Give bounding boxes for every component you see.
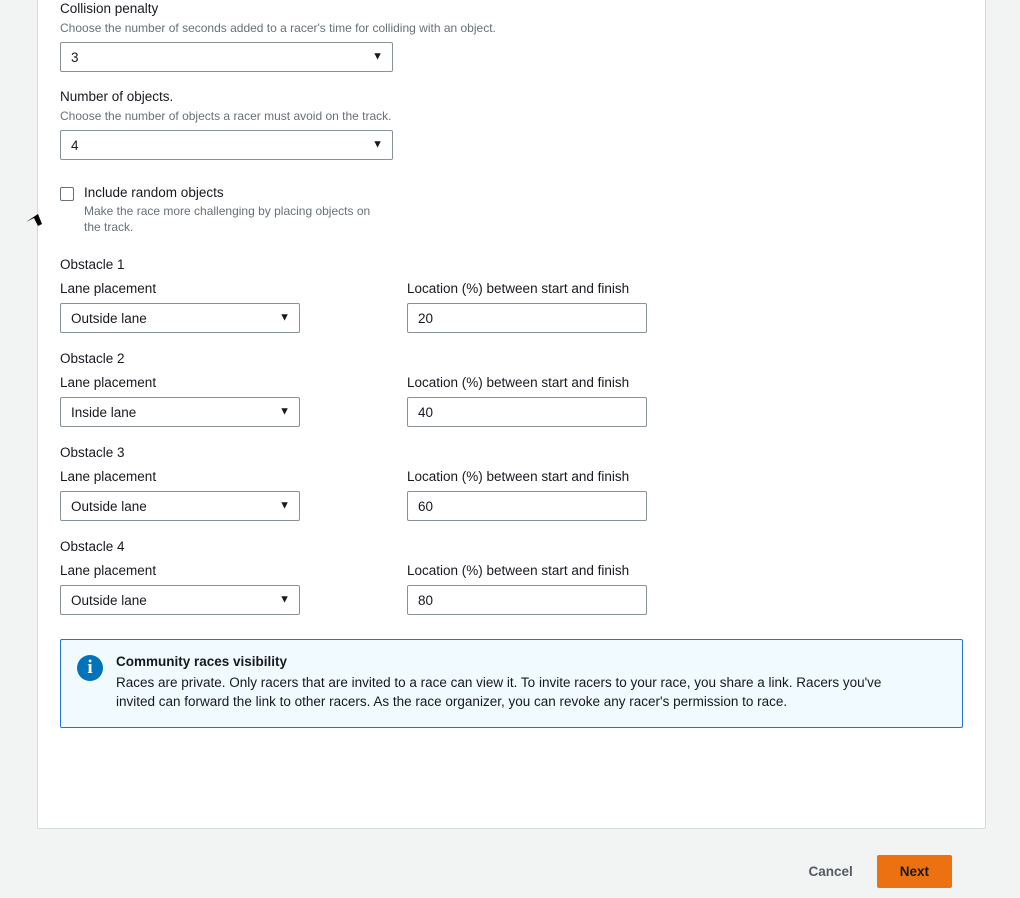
- alert-title: Community races visibility: [116, 654, 288, 669]
- obstacle-block: [60, 351, 963, 427]
- location-value: 60: [418, 498, 434, 514]
- obstacle-title: Obstacle 1: [60, 257, 125, 272]
- page-right-margin: [988, 0, 1020, 898]
- include-random-objects-label: Include random objects: [84, 185, 224, 200]
- lane-placement-select[interactable]: [60, 585, 300, 615]
- chevron-down-icon: ▼: [279, 405, 290, 418]
- race-settings-form: [60, 0, 963, 728]
- chevron-down-icon: ▼: [372, 50, 383, 63]
- location-label: Location (%) between start and finish: [407, 469, 630, 484]
- location-label: Location (%) between start and finish: [407, 281, 630, 296]
- include-random-objects-row[interactable]: [60, 184, 963, 235]
- lane-placement-label: Lane placement: [60, 563, 157, 578]
- number-of-objects-field: [60, 88, 963, 160]
- community-races-visibility-alert: [60, 639, 963, 728]
- cancel-button[interactable]: Cancel: [798, 856, 862, 887]
- include-random-objects-checkbox[interactable]: [60, 187, 74, 201]
- collision-penalty-label: Collision penalty: [60, 1, 159, 16]
- wizard-footer: [0, 845, 986, 898]
- obstacle-title: Obstacle 2: [60, 351, 125, 366]
- collision-penalty-field: [60, 0, 963, 72]
- lane-placement-select[interactable]: [60, 303, 300, 333]
- chevron-down-icon: ▼: [279, 311, 290, 324]
- lane-placement-select[interactable]: [60, 491, 300, 521]
- lane-placement-label: Lane placement: [60, 469, 157, 484]
- number-of-objects-label: Number of objects.: [60, 89, 174, 104]
- obstacle-block: [60, 257, 963, 333]
- race-settings-panel: [37, 0, 986, 829]
- lane-placement-value: Inside lane: [71, 404, 137, 420]
- location-value: 80: [418, 592, 434, 608]
- location-value: 20: [418, 310, 434, 326]
- lane-placement-value: Outside lane: [71, 592, 147, 608]
- include-random-objects-description: Make the race more challenging by placing objects on the track.: [84, 204, 371, 234]
- obstacle-block: [60, 445, 963, 521]
- number-of-objects-select[interactable]: [60, 130, 393, 160]
- lane-placement-value: Outside lane: [71, 498, 147, 514]
- lane-placement-value: Outside lane: [71, 310, 147, 326]
- collision-penalty-description: Choose the number of seconds added to a racer's time for colliding with an object.: [60, 21, 496, 35]
- lane-placement-label: Lane placement: [60, 375, 157, 390]
- location-value: 40: [418, 404, 434, 420]
- location-input[interactable]: [407, 491, 647, 521]
- obstacle-title: Obstacle 3: [60, 445, 125, 460]
- location-input[interactable]: [407, 397, 647, 427]
- info-icon: i: [77, 655, 103, 681]
- chevron-down-icon: ▼: [279, 593, 290, 606]
- obstacle-title: Obstacle 4: [60, 539, 125, 554]
- chevron-down-icon: ▼: [372, 138, 383, 151]
- location-input[interactable]: [407, 303, 647, 333]
- location-input[interactable]: [407, 585, 647, 615]
- location-label: Location (%) between start and finish: [407, 563, 630, 578]
- collision-penalty-select[interactable]: [60, 42, 393, 72]
- chevron-down-icon: ▼: [279, 499, 290, 512]
- lane-placement-select[interactable]: [60, 397, 300, 427]
- number-of-objects-description: Choose the number of objects a racer must avoid on the track.: [60, 109, 392, 123]
- collision-penalty-value: 3: [71, 49, 79, 65]
- next-button[interactable]: Next: [877, 855, 952, 888]
- obstacle-block: [60, 539, 963, 615]
- lane-placement-label: Lane placement: [60, 281, 157, 296]
- number-of-objects-value: 4: [71, 137, 79, 153]
- location-label: Location (%) between start and finish: [407, 375, 630, 390]
- alert-body: Races are private. Only racers that are invited to a race can view it. To invite racers to your race, you share a link. Racers you've invited can forward the link to other racers. As the race organizer, you can revoke any racer's permission to race.: [116, 675, 882, 709]
